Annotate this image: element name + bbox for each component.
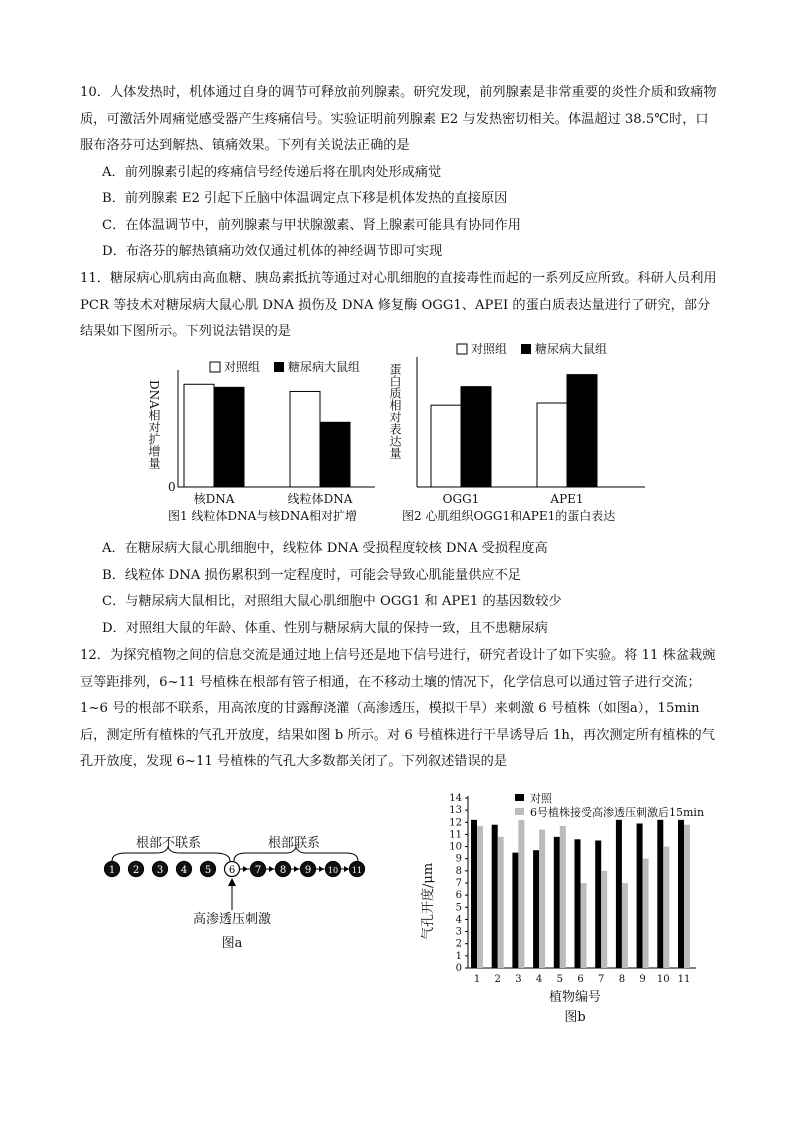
x-tick-label: 9 [639,974,646,985]
question-11-option-c: C．与糖尿病大鼠相比，对照组大鼠心肌细胞中 OGG1 和 APE1 的基因数较少 [102,594,562,609]
plant-number: 9 [304,865,312,876]
legend-label-control: 对照组 [224,360,261,374]
y-tick-label: 14 [449,793,462,804]
bar-plant-3-treatment [518,820,524,968]
legend-label-treatment: 6号植株接受高渗透压刺激后15min [530,806,705,819]
flow-arrow [269,866,274,872]
figure-a-diagram [96,825,386,955]
label-root-link: 根部联系 [268,836,321,851]
question-10-option-d: D．布洛芬的解热镇痛功效仅通过机体的神经调节即可实现 [102,244,443,259]
bar-plant-5-control [554,837,560,968]
y-tick-label: 6 [455,890,462,902]
x-tick-label: 5 [556,974,563,985]
bar-OGG1-diabetes [461,387,491,487]
question-10 [80,80,720,266]
plant-number: 4 [180,865,188,876]
x-tick-label: OGG1 [442,492,480,506]
bar-plant-4-treatment [539,830,545,968]
x-axis-label: 植物编号 [548,990,602,1005]
bar-plant-10-treatment [663,847,669,968]
y-tick-label: 13 [449,805,462,817]
bar-plant-7-control [595,841,601,969]
plant-number: 1 [108,865,116,876]
stimulus-arrow-head [228,878,236,886]
figure-2-protein-chart [385,335,655,530]
bar-plant-8-control [616,820,622,968]
bar-核DNA-control [184,384,214,487]
legend-label-diabetes: 糖尿病大鼠组 [535,342,608,356]
bar-plant-5-treatment [560,826,566,968]
question-12 [80,643,720,776]
bar-APE1-diabetes [567,375,597,487]
bar-plant-1-treatment [477,826,483,968]
y-axis-label: 气孔开度/μm [421,862,436,940]
x-tick-label: 核DNA [193,492,235,506]
question-10-option-b: B．前列腺素 E2 引起下丘脑中体温调定点下移是机体发热的直接原因 [102,191,508,206]
bar-plant-7-treatment [601,871,607,968]
flow-arrow [243,866,248,872]
x-tick-label: 10 [656,974,670,985]
bar-plant-11-treatment [684,825,690,968]
bar-APE1-control [537,403,567,487]
x-tick-label: 3 [515,974,522,985]
bar-核DNA-diabetes [214,387,244,487]
bar-plant-9-control [637,824,643,969]
y-tick-label: 5 [455,902,462,914]
figure-a-caption: 图a [221,936,243,951]
x-tick-label: 6 [577,974,584,985]
plant-number: 10 [327,866,339,875]
y-tick-label: 11 [449,829,462,841]
question-11 [80,266,720,346]
x-tick-label: 7 [598,974,605,985]
figure-b-caption: 图b [564,1010,586,1025]
legend-swatch-control [515,794,524,801]
figure-2-caption: 图2 心肌组织OGG1和APE1的蛋白表达 [402,509,616,523]
x-tick-label: 4 [535,974,543,985]
y-axis-zero: 0 [168,480,176,494]
y-axis-label: DNA相对扩增量 [147,380,161,469]
legend-swatch-control [210,362,220,372]
bar-plant-2-control [492,825,498,968]
question-10-stem: 10．人体发热时，机体通过自身的调节可释放前列腺素。研究发现，前列腺素是非常重要的炎性介质和致痛物质，可激活外周痛觉感受器产生疼痛信号。实验证明前列腺素 E2 与发热密切相关。体温超过 38.5℃时，口服布洛芬可达到解热、镇痛效果。下列有关说法正确的是 [80,85,717,153]
y-tick-label: 7 [455,878,462,889]
plant-number: 8 [279,865,287,876]
bar-线粒体DNA-diabetes [320,422,350,487]
legend-swatch-diabetes [274,362,284,372]
y-tick-label: 4 [455,914,462,926]
flow-arrow [294,866,299,872]
y-tick-label: 1 [455,950,462,962]
question-11-option-a: A．在糖尿病大鼠心肌细胞中，线粒体 DNA 受损程度较核 DNA 受损程度高 [102,541,548,556]
plant-number: 6 [228,865,236,876]
bar-plant-6-treatment [581,883,587,968]
question-11-options [80,536,720,642]
bar-plant-2-treatment [498,837,504,968]
y-tick-label: 2 [455,938,462,950]
y-tick-label: 10 [449,841,462,853]
plant-number: 11 [351,866,363,875]
bar-OGG1-control [431,405,461,487]
y-tick-label: 9 [455,853,462,865]
bar-plant-1-control [471,820,477,968]
question-11-option-b: B．线粒体 DNA 损伤累积到一定程度时，可能会导致心肌能量供应不足 [102,567,521,583]
y-tick-label: 0 [455,963,462,974]
x-tick-label: 8 [618,974,626,985]
bar-plant-9-treatment [643,859,649,968]
bar-plant-4-control [533,850,539,968]
label-no-root-link: 根部不联系 [136,836,202,851]
y-tick-label: 12 [449,817,462,829]
bar-线粒体DNA-control [290,391,320,487]
question-11-stem: 11．糖尿病心肌病由高血糖、胰岛素抵抗等通过对心肌细胞的直接毒性而起的一系列反应所致。科研人员利用PCR 等技术对糖尿病大鼠心肌 DNA 损伤及 DNA 修复酶 OGG1、APEI 的蛋白质表达量进行了研究，部分结果如下图所示。下列说法错误的是 [80,271,717,339]
question-10-option-a: A．前列腺素引起的疼痛信号经传递后将在肌肉处形成痛觉 [102,164,442,180]
flow-arrow [319,866,324,872]
legend-label-control: 对照组 [471,342,508,356]
plant-number: 3 [156,865,164,876]
bar-plant-3-control [512,853,518,968]
legend-label-diabetes: 糖尿病大鼠组 [288,360,361,374]
legend-swatch-diabetes [521,344,531,354]
legend-label-control: 对照 [530,792,552,805]
figure-b-stomata-chart [420,790,720,1030]
y-axis-label: 蛋白质相对表达量 [388,363,402,459]
x-tick-label: 1 [473,974,481,985]
legend-swatch-treatment [515,808,524,815]
x-tick-label: 11 [677,974,691,985]
flow-arrow [344,866,349,872]
plant-number: 5 [204,865,212,876]
plant-number: 7 [254,865,262,876]
bar-plant-10-control [657,820,663,968]
plant-number: 2 [132,865,140,876]
legend-swatch-control [457,344,467,354]
question-12-stem: 12．为探究植物之间的信息交流是通过地上信号还是地下信号进行，研究者设计了如下实验。将 11 株盆栽豌豆等距排列，6~11 号植株在根部有管子相通，在不移动土壤的情况下，化学信息可以通过管子进行交流；1~6 号的根部不联系，用高浓度的甘露醇浇灌（高渗透压，模拟干旱）来刺激 6 号植株（如图a），15min 后，测定所有植株的气孔开放度，结果如图 b 所示。对 6 号植株进行干旱诱导后 1h，再次测定所有植株的气孔开放度，发现 6~11 号植株的气孔大多数都关闭了。下列叙述错误的是 [80,648,716,769]
x-tick-label: 线粒体DNA [287,492,353,506]
x-tick-label: APE1 [550,492,584,506]
figure-1-caption: 图1 线粒体DNA与核DNA相对扩增 [168,509,358,523]
figure-1-dna-chart [140,350,380,530]
bar-plant-11-control [678,820,684,968]
y-tick-label: 3 [455,926,462,938]
question-10-option-c: C．在体温调节中，前列腺素与甲状腺激素、肾上腺素可能具有协同作用 [102,217,521,233]
x-tick-label: 2 [494,974,501,985]
stimulus-label: 高渗透压刺激 [192,912,272,927]
question-11-option-d: D．对照组大鼠的年龄、体重、性别与糖尿病大鼠的保持一致，且不患糖尿病 [102,620,548,636]
y-tick-label: 8 [455,865,462,877]
bar-plant-6-control [575,839,581,968]
bar-plant-8-treatment [622,883,628,968]
